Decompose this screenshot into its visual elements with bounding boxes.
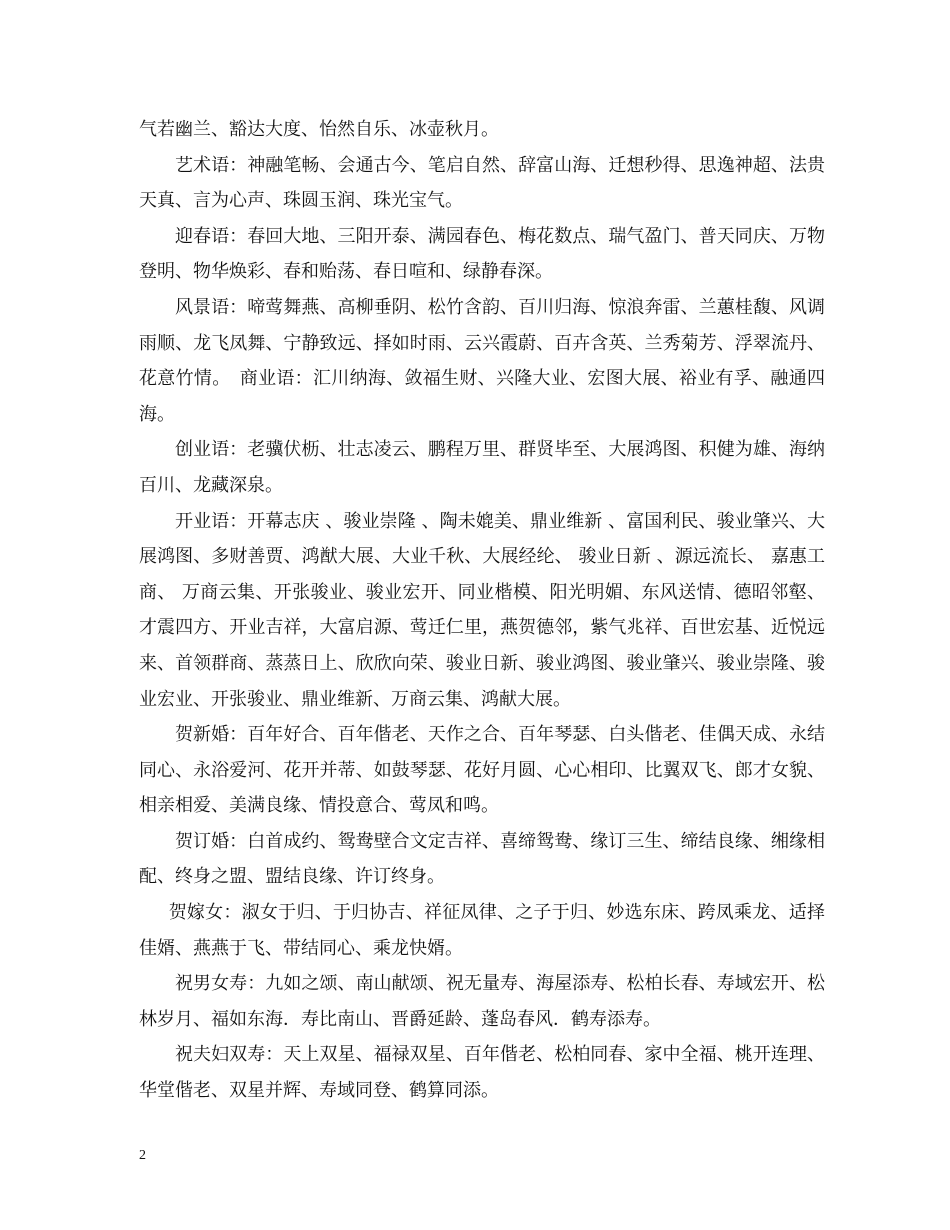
paragraph-birthday-phrases: 祝男女寿：九如之颂、南山献颂、祝无量寿、海屋添寿、松柏长春、寿域宏开、松林岁月、福如东海．寿比南山、晋爵延龄、蓬岛春风．鹤寿添寿。 [139,973,825,1030]
paragraph-art-phrases: 艺术语：神融笔畅、会通古今、笔启自然、辞富山海、迁想秒得、思逸神超、法贵天真、言为心声、珠圆玉润、珠光宝气。 [139,154,825,212]
paragraph-couple-birthday-phrases: 祝夫妇双寿：天上双星、福禄双星、百年偕老、松柏同春、家中全福、桃开连理、华堂偕老、双星并辉、寿域同登、鹤算同添。 [139,1044,825,1102]
paragraph-continuation: 气若幽兰、豁达大度、怡然自乐、冰壶秋月。 [139,119,499,140]
paragraph-spring-phrases: 迎春语：春回大地、三阳开泰、满园春色、梅花数点、瑞气盈门、普天同庆、万物登明、物华焕彩、春和贻荡、春日喧和、绿静春深。 [139,225,825,283]
paragraph-scenery-phrases: 风景语：啼莺舞燕、高柳垂阴、松竹含韵、百川归海、惊浪奔雷、兰蕙桂馥、风调雨顺、龙飞凤舞、宁静致远、择如时雨、云兴霞蔚、百卉含英、兰秀菊芳、浮翠流丹、花意竹情。 商业语：汇川纳海、敛福生财、兴隆大业、宏图大展、裕业有孚、融通四海。 [139,296,825,425]
document-body [139,112,825,1109]
paragraph-opening-phrases: 开业语：开幕志庆 、骏业崇隆 、陶未媲美、鼎业维新 、富国利民、骏业肇兴、大展鸿图、多财善贾、鸿猷大展、大业千秋、大展经纶、 骏业日新 、源远流长、 嘉惠工商、 万商云集、开张骏业、骏业宏开、同业楷模、阳光明媚、东风送情、德昭邻壑、才震四方、开业吉祥，大富启源、莺迁仁里，燕贺德邻，紫气兆祥、百世宏基、近悦远来、首领群商、蒸蒸日上、欣欣向荣、骏业日新、骏业鸿图、骏业肇兴、骏业崇隆、骏业宏业、开张骏业、鼎业维新、万商云集、鸿献大展。 [139,510,825,710]
paragraph-daughter-marriage-phrases: 贺嫁女：淑女于归、于归协吉、祥征凤律、之子于归、妙选东床、跨凤乘龙、适择佳婿、燕燕于飞、带结同心、乘龙快婿。 [139,902,825,959]
paragraph-wedding-phrases: 贺新婚：百年好合、百年偕老、天作之合、百年琴瑟、白头偕老、佳偶天成、永结同心、永浴爱河、花开并蒂、如鼓琴瑟、花好月圆、心心相印、比翼双飞、郎才女貌、相亲相爱、美满良缘、情投意合、莺凤和鸣。 [139,724,825,817]
page-number: 2 [139,1148,146,1163]
paragraph-startup-phrases: 创业语：老骥伏枥、壮志凌云、鹏程万里、群贤毕至、大展鸿图、积健为雄、海纳百川、龙藏深泉。 [139,439,825,496]
paragraph-engagement-phrases: 贺订婚：白首成约、鸳鸯壁合文定吉祥、喜缔鸳鸯、缘订三生、缔结良缘、缃缘相配、终身之盟、盟结良缘、许订终身。 [139,830,825,888]
